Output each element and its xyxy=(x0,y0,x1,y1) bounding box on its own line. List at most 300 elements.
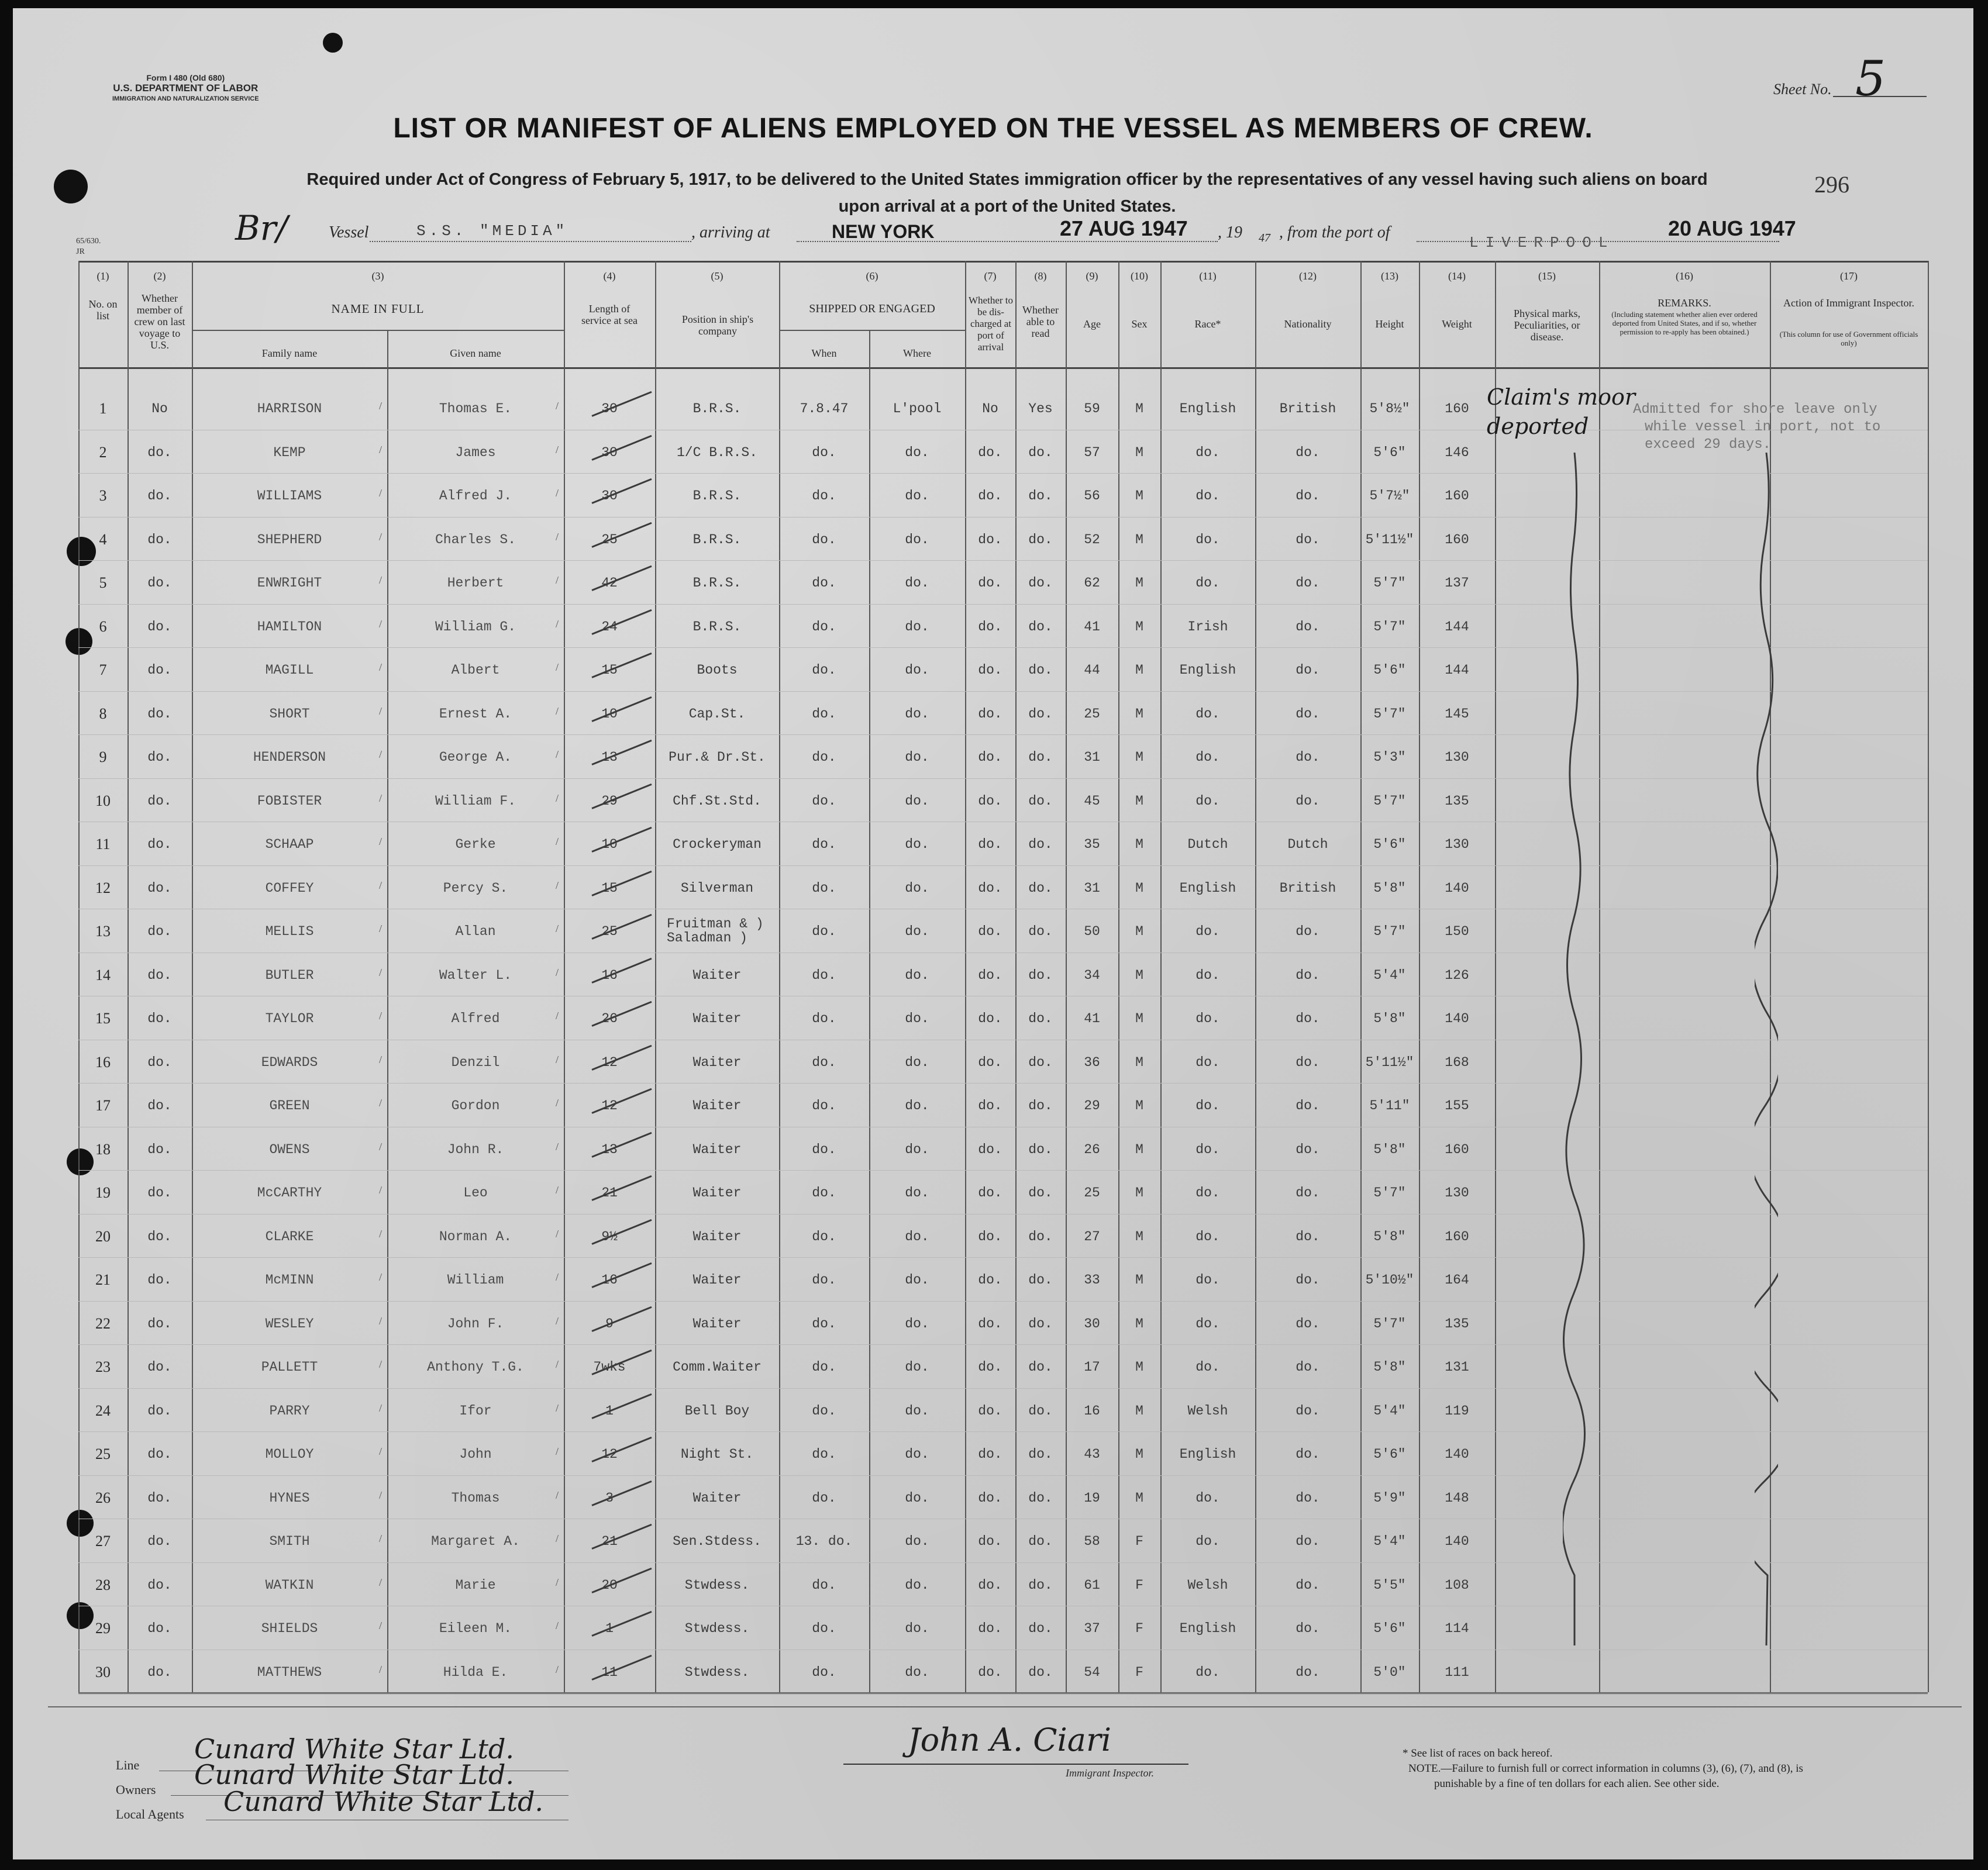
tick-mark: / xyxy=(379,879,383,891)
family-name-cell: COFFEY xyxy=(265,880,314,896)
age-cell: 41 xyxy=(1084,619,1100,634)
nationality-cell: do. xyxy=(1296,1011,1320,1026)
punch-hole xyxy=(54,170,88,203)
shipped-when-cell: do. xyxy=(812,1141,836,1157)
header-height: Height xyxy=(1375,318,1404,330)
shipped-where-cell: do. xyxy=(905,575,929,591)
header-no-on-list: No. on list xyxy=(88,298,118,322)
tick-mark: / xyxy=(556,966,559,978)
row-number: 23 xyxy=(95,1358,111,1375)
height-cell: 5'4" xyxy=(1373,1534,1406,1549)
age-cell: 19 xyxy=(1084,1490,1100,1506)
given-name-cell: Herbert xyxy=(447,575,504,591)
able-to-read-cell: do. xyxy=(1028,1054,1053,1070)
position-line: Fruitman & ) xyxy=(667,916,764,931)
header-action: Action of Immigrant Inspector. xyxy=(1783,297,1914,309)
sex-cell: M xyxy=(1135,1011,1143,1026)
column-divider xyxy=(1495,261,1496,1692)
row-number: 12 xyxy=(95,879,111,896)
crew-last-voyage-cell: do. xyxy=(147,1490,172,1506)
crew-last-voyage-cell: do. xyxy=(147,619,172,634)
sex-cell: M xyxy=(1135,619,1143,634)
sheet-number-underline xyxy=(1833,96,1927,97)
height-cell: 5'11" xyxy=(1369,1098,1410,1113)
discharged-cell: do. xyxy=(978,532,1002,547)
crew-last-voyage-cell: do. xyxy=(147,1534,172,1549)
position-cell: Waiter xyxy=(692,1054,742,1070)
tick-mark: / xyxy=(556,1620,559,1631)
length-of-service-cell: 42 xyxy=(601,575,618,591)
able-to-read-cell: do. xyxy=(1028,924,1053,939)
year-value: 47 xyxy=(1259,232,1270,244)
family-name-cell: PARRY xyxy=(269,1403,310,1419)
age-cell: 43 xyxy=(1084,1447,1100,1462)
height-cell: 5'7" xyxy=(1373,924,1406,939)
row-number: 8 xyxy=(99,705,107,722)
given-name-cell: Alfred J. xyxy=(439,488,512,503)
vessel-label: Vessel xyxy=(329,223,369,241)
length-of-service-cell: 30 xyxy=(601,444,618,460)
shipped-when-cell: do. xyxy=(812,793,836,809)
page-subtitle xyxy=(305,166,1709,220)
tick-mark: / xyxy=(379,966,383,978)
discharged-cell: do. xyxy=(978,750,1002,765)
row-number: 9 xyxy=(99,748,107,765)
crew-last-voyage-cell: No xyxy=(151,401,168,416)
shipped-where-cell: do. xyxy=(905,967,929,983)
shipped-when-cell: do. xyxy=(812,488,836,503)
punch-hole xyxy=(323,33,343,53)
family-name-cell: SHORT xyxy=(269,706,310,722)
position-cell: Stwdess. xyxy=(684,1664,750,1680)
sex-cell: M xyxy=(1135,1229,1143,1244)
shipped-when-cell: do. xyxy=(812,1229,836,1244)
weight-cell: 144 xyxy=(1445,663,1469,678)
tick-mark: / xyxy=(556,879,559,891)
position-cell xyxy=(655,917,791,945)
weight-cell: 119 xyxy=(1445,1403,1469,1419)
table-header-bottom xyxy=(78,367,1928,369)
crew-last-voyage-cell: do. xyxy=(147,1054,172,1070)
family-name-cell: MAGILL xyxy=(265,663,314,678)
shipped-where-cell: do. xyxy=(905,1316,929,1331)
age-cell: 26 xyxy=(1084,1141,1100,1157)
header-discharged: Whether to be dis-charged at port of arrival xyxy=(969,295,1013,353)
column-divider xyxy=(1928,261,1929,1692)
race-cell: do. xyxy=(1195,1360,1220,1375)
height-cell: 5'6" xyxy=(1373,663,1406,678)
departure-date-stamp: 20 AUG 1947 xyxy=(1668,216,1796,240)
column-number: (6) xyxy=(866,270,878,282)
manifest-sheet xyxy=(13,8,1973,1859)
row-divider xyxy=(78,604,1928,605)
inspector-underline xyxy=(843,1764,1188,1765)
race-cell: English xyxy=(1179,1447,1236,1462)
file-code-2: JR xyxy=(76,247,85,256)
shipped-when-cell: do. xyxy=(812,1316,836,1331)
age-cell: 52 xyxy=(1084,532,1100,547)
discharged-cell: do. xyxy=(978,1621,1002,1636)
length-of-service-cell: 12 xyxy=(601,1098,618,1113)
shipped-when-cell: do. xyxy=(812,1098,836,1113)
crew-last-voyage-cell: do. xyxy=(147,1664,172,1680)
row-divider xyxy=(78,865,1928,866)
length-of-service-cell: 25 xyxy=(601,924,618,939)
able-to-read-cell: do. xyxy=(1028,1272,1053,1288)
position-cell: Night St. xyxy=(680,1447,754,1462)
shipped-when-cell: do. xyxy=(812,663,836,678)
tick-mark: / xyxy=(556,1227,559,1240)
weight-cell: 160 xyxy=(1445,532,1469,547)
age-cell: 31 xyxy=(1084,750,1100,765)
position-cell: Waiter xyxy=(692,1316,742,1331)
owners-label: Owners xyxy=(116,1782,156,1797)
nationality-cell: do. xyxy=(1296,1621,1320,1636)
able-to-read-cell: do. xyxy=(1028,750,1053,765)
file-codes xyxy=(76,236,101,257)
family-name-cell: HYNES xyxy=(269,1490,310,1506)
length-of-service-cell: 1 xyxy=(605,1621,614,1636)
shipped-where-cell: L'pool xyxy=(893,401,942,416)
crew-last-voyage-cell: do. xyxy=(147,967,172,983)
able-to-read-cell: do. xyxy=(1028,488,1053,503)
subheader-divider xyxy=(192,330,564,331)
shipped-where-cell: do. xyxy=(905,1098,929,1113)
tick-mark: / xyxy=(556,1576,559,1588)
shipped-when-cell: do. xyxy=(812,880,836,896)
able-to-read-cell: do. xyxy=(1028,793,1053,809)
column-number: (11) xyxy=(1199,270,1217,282)
height-cell: 5'9" xyxy=(1373,1490,1406,1506)
shipped-where-cell: do. xyxy=(905,1577,929,1593)
height-cell: 5'7" xyxy=(1373,575,1406,591)
weight-cell: 111 xyxy=(1445,1664,1469,1680)
row-number: 22 xyxy=(95,1314,111,1332)
sex-cell: F xyxy=(1135,1621,1143,1636)
sex-cell: M xyxy=(1135,1490,1143,1506)
age-cell: 33 xyxy=(1084,1272,1100,1288)
sex-cell: M xyxy=(1135,401,1143,416)
subtitle-line-1: Required under Act of Congress of February 5, 1917, to be delivered to the United States immigration officer by the representatives of any vessel having such aliens on board xyxy=(306,170,1708,189)
shipped-when-cell: do. xyxy=(812,532,836,547)
family-name-cell: SHEPHERD xyxy=(257,532,322,547)
weight-cell: 140 xyxy=(1445,1447,1469,1462)
nationality-cell: do. xyxy=(1296,1490,1320,1506)
position-cell: B.R.S. xyxy=(692,401,742,416)
family-name-cell: TAYLOR xyxy=(265,1011,314,1026)
weight-cell: 130 xyxy=(1445,837,1469,852)
age-cell: 36 xyxy=(1084,1054,1100,1070)
height-cell: 5'8" xyxy=(1373,1360,1406,1375)
race-cell: do. xyxy=(1195,924,1220,939)
given-name-cell: Norman A. xyxy=(439,1229,512,1244)
shipped-when-cell: do. xyxy=(812,1185,836,1200)
given-name-cell: Percy S. xyxy=(443,880,508,896)
height-cell: 5'6" xyxy=(1373,1621,1406,1636)
row-number: 3 xyxy=(99,487,107,504)
length-of-service-cell: 15 xyxy=(601,663,618,678)
position-cell: B.R.S. xyxy=(692,488,742,503)
races-note: * See list of races on back hereof. xyxy=(1403,1747,1553,1759)
line-signature: Cunard White Star Ltd. xyxy=(194,1733,515,1765)
height-cell: 5'7" xyxy=(1373,619,1406,634)
page-title: LIST OR MANIFEST OF ALIENS EMPLOYED ON THE VESSEL AS MEMBERS OF CREW. xyxy=(393,113,1593,144)
shipped-where-cell: do. xyxy=(905,663,929,678)
row-divider xyxy=(78,1083,1928,1084)
given-name-cell: Thomas xyxy=(451,1490,500,1506)
fine-note-2: punishable by a fine of ten dollars for each alien. See other side. xyxy=(1434,1778,1720,1790)
given-name-cell: Anthony T.G. xyxy=(427,1360,524,1375)
age-cell: 30 xyxy=(1084,1316,1100,1331)
physical-ditto-line xyxy=(1563,453,1586,1645)
subheader-divider xyxy=(779,330,965,331)
length-of-service-cell: 11 xyxy=(601,1664,618,1680)
height-cell: 5'8" xyxy=(1373,1011,1406,1026)
able-to-read-cell: do. xyxy=(1028,1011,1053,1026)
position-cell: Silverman xyxy=(680,880,754,896)
position-cell: 1/C B.R.S. xyxy=(676,444,758,460)
tick-mark: / xyxy=(556,617,559,630)
crew-last-voyage-cell: do. xyxy=(147,837,172,852)
height-cell: 5'6" xyxy=(1373,837,1406,852)
shipped-when-cell: do. xyxy=(812,1403,836,1419)
length-of-service-cell: 16 xyxy=(601,1272,618,1288)
weight-cell: 135 xyxy=(1445,793,1469,809)
tick-mark: / xyxy=(379,1227,383,1240)
race-cell: do. xyxy=(1195,750,1220,765)
family-name-cell: HARRISON xyxy=(257,401,322,416)
header-action-note: (This column for use of Government officials only) xyxy=(1779,330,1918,347)
nationality-cell: do. xyxy=(1296,1577,1320,1593)
height-cell: 5'8" xyxy=(1373,1141,1406,1157)
shipped-when-cell: do. xyxy=(812,750,836,765)
stamp-number: 296 xyxy=(1814,171,1849,198)
shipped-where-cell: do. xyxy=(905,1447,929,1462)
weight-cell: 160 xyxy=(1445,1229,1469,1244)
sheet-number-label: Sheet No. xyxy=(1773,81,1832,98)
age-cell: 54 xyxy=(1084,1664,1100,1680)
race-cell: do. xyxy=(1195,1664,1220,1680)
race-cell: English xyxy=(1179,880,1236,896)
discharged-cell: do. xyxy=(978,619,1002,634)
height-cell: 5'4" xyxy=(1373,967,1406,983)
sex-cell: M xyxy=(1135,1447,1143,1462)
able-to-read-cell: do. xyxy=(1028,1403,1053,1419)
race-cell: Dutch xyxy=(1187,837,1228,852)
age-cell: 35 xyxy=(1084,837,1100,852)
family-name-cell: MELLIS xyxy=(265,924,314,939)
discharged-cell: do. xyxy=(978,706,1002,722)
length-of-service-cell: 21 xyxy=(601,1534,618,1549)
tick-mark: / xyxy=(379,836,383,847)
tick-mark: / xyxy=(379,1402,383,1414)
position-cell: Waiter xyxy=(692,1141,742,1157)
weight-cell: 168 xyxy=(1445,1054,1469,1070)
given-name-cell: Eileen M. xyxy=(439,1621,512,1636)
able-to-read-cell: do. xyxy=(1028,1490,1053,1506)
length-of-service-cell: 10 xyxy=(601,837,618,852)
shipped-where-cell: do. xyxy=(905,488,929,503)
local-agents-label: Local Agents xyxy=(116,1807,184,1821)
tick-mark: / xyxy=(379,923,383,934)
given-name-cell: William xyxy=(447,1272,504,1288)
family-name-cell: WILLIAMS xyxy=(257,488,322,503)
header-where: Where xyxy=(903,347,931,359)
row-number: 5 xyxy=(99,574,107,591)
row-number: 19 xyxy=(95,1184,111,1201)
shipped-where-cell: do. xyxy=(905,1272,929,1288)
shipped-where-cell: do. xyxy=(905,1621,929,1636)
column-number: (16) xyxy=(1676,270,1693,282)
row-divider xyxy=(78,1170,1928,1171)
tick-mark: / xyxy=(379,1097,383,1109)
sex-cell: M xyxy=(1135,706,1143,722)
tick-mark: / xyxy=(556,574,559,586)
able-to-read-cell: do. xyxy=(1028,967,1053,983)
header-remarks: REMARKS. xyxy=(1658,297,1711,309)
department-name: U.S. DEPARTMENT OF LABOR xyxy=(113,82,259,94)
discharged-cell: do. xyxy=(978,1490,1002,1506)
subtitle-line-2: upon arrival at a port of the United States. xyxy=(838,197,1176,216)
nationality-cell: British xyxy=(1279,880,1336,896)
header-age: Age xyxy=(1083,318,1101,330)
row-number: 28 xyxy=(95,1576,111,1593)
column-number: (10) xyxy=(1131,270,1148,282)
weight-cell: 148 xyxy=(1445,1490,1469,1506)
sex-cell: M xyxy=(1135,880,1143,896)
tick-mark: / xyxy=(379,487,383,499)
shipped-when-cell: do. xyxy=(812,837,836,852)
crew-last-voyage-cell: do. xyxy=(147,706,172,722)
length-of-service-cell: 21 xyxy=(601,1185,618,1200)
race-cell: do. xyxy=(1195,1534,1220,1549)
length-of-service-cell: 3 xyxy=(605,1490,614,1506)
sex-cell: M xyxy=(1135,488,1143,503)
sex-cell: M xyxy=(1135,532,1143,547)
tick-mark: / xyxy=(379,443,383,456)
age-cell: 16 xyxy=(1084,1403,1100,1419)
age-cell: 57 xyxy=(1084,444,1100,460)
family-name-cell: McCARTHY xyxy=(257,1185,322,1200)
shipped-where-cell: do. xyxy=(905,793,929,809)
shipped-when-cell: do. xyxy=(812,575,836,591)
age-cell: 37 xyxy=(1084,1621,1100,1636)
weight-cell: 140 xyxy=(1445,1534,1469,1549)
header-nationality: Nationality xyxy=(1284,318,1332,330)
family-name-cell: HAMILTON xyxy=(257,619,322,634)
header-sex: Sex xyxy=(1131,318,1148,330)
column-number: (7) xyxy=(984,270,997,282)
tick-mark: / xyxy=(379,705,383,717)
sex-cell: M xyxy=(1135,1098,1143,1113)
sex-cell: M xyxy=(1135,837,1143,852)
able-to-read-cell: do. xyxy=(1028,1360,1053,1375)
row-divider xyxy=(78,1562,1928,1563)
able-to-read-cell: do. xyxy=(1028,619,1053,634)
sex-cell: M xyxy=(1135,924,1143,939)
column-number: (17) xyxy=(1840,270,1858,282)
row-number: 16 xyxy=(95,1053,111,1071)
family-name-cell: KEMP xyxy=(273,444,306,460)
tick-mark: / xyxy=(379,617,383,630)
nationality-cell: do. xyxy=(1296,793,1320,809)
race-cell: English xyxy=(1179,663,1236,678)
weight-cell: 146 xyxy=(1445,444,1469,460)
crew-last-voyage-cell: do. xyxy=(147,1098,172,1113)
given-name-cell: Ifor xyxy=(459,1403,492,1419)
tick-mark: / xyxy=(379,1053,383,1065)
crew-last-voyage-cell: do. xyxy=(147,1403,172,1419)
nationality-cell: do. xyxy=(1296,575,1320,591)
table-top-border xyxy=(78,261,1928,263)
shipped-when-cell: do. xyxy=(812,1360,836,1375)
header-family-name: Family name xyxy=(261,347,318,359)
row-number: 1 xyxy=(99,400,107,417)
nationality-cell: do. xyxy=(1296,1447,1320,1462)
height-cell: 5'6" xyxy=(1373,444,1406,460)
tick-mark: / xyxy=(556,1010,559,1022)
shipped-where-cell: do. xyxy=(905,1054,929,1070)
column-number: (12) xyxy=(1299,270,1317,282)
nationality-cell: do. xyxy=(1296,1272,1320,1288)
race-cell: do. xyxy=(1195,444,1220,460)
position-cell: Waiter xyxy=(692,1098,742,1113)
tick-mark: / xyxy=(556,1184,559,1196)
weight-cell: 126 xyxy=(1445,967,1469,983)
shipped-where-cell: do. xyxy=(905,1360,929,1375)
discharged-cell: do. xyxy=(978,924,1002,939)
row-divider xyxy=(78,473,1928,474)
given-name-cell: John R. xyxy=(447,1141,504,1157)
race-cell: English xyxy=(1179,401,1236,416)
height-cell: 5'0" xyxy=(1373,1664,1406,1680)
tick-mark: / xyxy=(556,1445,559,1457)
age-cell: 27 xyxy=(1084,1229,1100,1244)
crew-last-voyage-cell: do. xyxy=(147,793,172,809)
length-of-service-cell: 13 xyxy=(601,750,618,765)
race-cell: do. xyxy=(1195,1054,1220,1070)
nationality-cell: do. xyxy=(1296,532,1320,547)
inspector-label: Immigrant Inspector. xyxy=(1066,1767,1154,1779)
remarks-line-3: exceed 29 days. xyxy=(1645,437,1772,453)
weight-cell: 160 xyxy=(1445,401,1469,416)
form-number: Form I 480 (Old 680) xyxy=(146,73,225,82)
shipped-when-cell: do. xyxy=(812,1011,836,1026)
nationality-cell: do. xyxy=(1296,1098,1320,1113)
service-name: IMMIGRATION AND NATURALIZATION SERVICE xyxy=(112,95,259,102)
length-of-service-cell: 26 xyxy=(601,1011,618,1026)
row-divider xyxy=(78,1431,1928,1432)
family-name-cell: FOBISTER xyxy=(257,793,322,809)
position-cell: Crockeryman xyxy=(673,837,762,852)
race-cell: do. xyxy=(1195,1185,1220,1200)
given-name-cell: Hilda E. xyxy=(443,1664,508,1680)
age-cell: 44 xyxy=(1084,663,1100,678)
nationality-cell: do. xyxy=(1296,444,1320,460)
race-cell: Welsh xyxy=(1187,1403,1228,1419)
tick-mark: / xyxy=(379,1620,383,1631)
column-number: (2) xyxy=(153,270,166,282)
form-identifier xyxy=(112,73,259,104)
sex-cell: F xyxy=(1135,1534,1143,1549)
height-cell: 5'5" xyxy=(1373,1577,1406,1593)
column-number: (15) xyxy=(1538,270,1556,282)
crew-last-voyage-cell: do. xyxy=(147,1447,172,1462)
race-cell: do. xyxy=(1195,488,1220,503)
position-cell: Pur.& Dr.St. xyxy=(669,750,766,765)
length-of-service-cell: 25 xyxy=(601,532,618,547)
sex-cell: M xyxy=(1135,1403,1143,1419)
